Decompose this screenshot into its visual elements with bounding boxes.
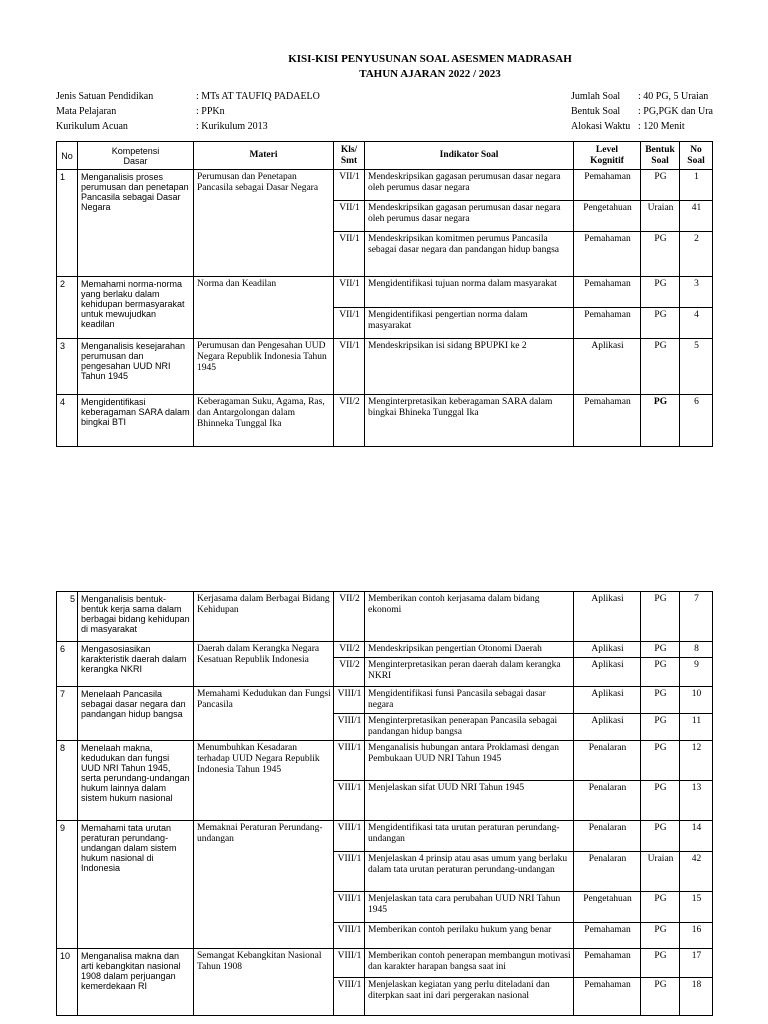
cell-level: Aplikasi [574,714,641,741]
cell-no-soal: 16 [680,923,713,949]
cell-level: Pemahaman [574,170,641,201]
cell-no-soal: 17 [680,949,713,978]
document-subtitle: TAHUN AJARAN 2022 / 2023 [359,68,501,80]
meta-row [571,89,767,104]
cell-bentuk: PG [641,277,680,308]
col-kompetensi-line1: Kompetensi [111,145,160,156]
col-level [574,142,641,170]
cell-no: 6 [57,642,78,687]
cell-kls: VII/1 [334,232,365,277]
cell-kls: VIII/1 [334,714,365,741]
cell-no-soal: 7 [680,592,713,642]
meta-row [571,104,767,119]
cell-level: Pengetahuan [574,201,641,232]
col-level-line1: Level [595,144,619,155]
cell-indikator: Mengidentifikasi tata urutan peraturan perundang-undangan [365,821,574,852]
cell-no-soal: 41 [680,201,713,232]
cell-level: Pemahaman [574,308,641,339]
cell-kls: VII/1 [334,277,365,308]
col-materi: Materi [194,142,334,170]
cell-indikator: Mengidentifikasi pengertian norma dalam masyarakat [365,308,574,339]
cell-bentuk: PG [641,714,680,741]
col-kompetensi-line2: Dasar [123,155,148,166]
cell-materi: Norma dan Keadilan [194,277,334,339]
cell-no-soal: 8 [680,642,713,658]
cell-indikator: Mendeskripsikan pengertian Otonomi Daerah [365,642,574,658]
cell-materi: Semangat Kebangkitan Nasional Tahun 1908 [194,949,334,1016]
cell-kls: VIII/1 [334,821,365,852]
cell-indikator: Mendeskripsikan gagasan perumusan dasar negara oleh perumus dasar negara [365,170,574,201]
cell-no-soal: 14 [680,821,713,852]
cell-indikator: Memberikan contoh penerapan membangun motivasi dan karakter harapan bangsa saat ini [365,949,574,978]
cell-level: Pengetahuan [574,892,641,923]
cell-no-soal: 1 [680,170,713,201]
document-title: KISI-KISI PENYUSUNAN SOAL ASESMEN MADRASAH [288,53,572,65]
cell-indikator: Memberikan contoh kerjasama dalam bidang ekonomi [365,592,574,642]
cell-kompetensi: Memahami norma-norma yang berlaku dalam kehidupan bermasyarakat untuk mewujudkan keadilan [78,277,194,339]
cell-indikator: Mengidentifikasi tujuan norma dalam masyarakat [365,277,574,308]
cell-kls: VII/2 [334,395,365,447]
cell-kompetensi: Menelaah makna, kedudukan dan fungsi UUD NRI Tahun 1945, serta perundang-undangan hukum lainnya dalam sistem hukum nasional [78,741,194,821]
meta-row [56,89,320,104]
cell-kls: VIII/1 [334,852,365,892]
cell-indikator: Mendeskripsikan komitmen perumus Pancasila sebagai dasar negara dan pandangan hidup bangsa [365,232,574,277]
cell-indikator: Menginterpretasikan penerapan Pancasila sebagai pandangan hidup bangsa [365,714,574,741]
col-indikator: Indikator Soal [365,142,574,170]
meta-label: Jumlah Soal [571,91,621,102]
table-header-row [57,142,713,170]
cell-bentuk: PG [641,949,680,978]
cell-no-soal: 42 [680,852,713,892]
cell-bentuk: Uraian [641,852,680,892]
cell-level: Penalaran [574,852,641,892]
cell-materi: Daerah dalam Kerangka Negara Kesatuan Republik Indonesia [194,642,334,687]
col-no-soal [680,142,713,170]
kisi-table-2 [56,591,713,1016]
cell-indikator: Menjelaskan tata cara perubahan UUD NRI Tahun 1945 [365,892,574,923]
meta-label: Mata Pelajaran [56,106,117,117]
cell-bentuk: PG [641,821,680,852]
cell-materi: Memaknai Peraturan Perundang-undangan [194,821,334,949]
cell-indikator: Menginterpretasikan peran daerah dalam kerangka NKRI [365,658,574,687]
cell-bentuk: PG [641,592,680,642]
meta-value: : Kurikulum 2013 [196,121,268,132]
cell-no: 5 [57,592,78,642]
meta-value: : PPKn [196,106,225,117]
cell-kompetensi: Memahami tata urutan peraturan perundang-undangan dalam sistem hukum nasional di Indonesia [78,821,194,949]
cell-level: Aplikasi [574,658,641,687]
cell-materi: Kerjasama dalam Berbagai Bidang Kehidupan [194,592,334,642]
cell-kls: VII/1 [334,308,365,339]
cell-no-soal: 10 [680,687,713,714]
cell-indikator: Mendeskripsikan isi sidang BPUPKI ke 2 [365,339,574,395]
cell-kls: VIII/1 [334,741,365,781]
cell-bentuk: PG [641,687,680,714]
cell-kompetensi: Menganalisa makna dan arti kebangkitan nasional 1908 dalam perjuangan kemerdekaan RI [78,949,194,1016]
cell-kls: VII/1 [334,201,365,232]
cell-no-soal: 9 [680,658,713,687]
col-level-line2: Kognitif [590,155,624,166]
cell-materi: Memahami Kedudukan dan Fungsi Pancasila [194,687,334,741]
table-row [57,592,713,642]
meta-row [56,104,320,119]
col-kls-line2: Smt [340,155,358,166]
cell-no: 1 [57,170,78,277]
table-row [57,339,713,395]
meta-row [571,119,767,134]
meta-label: Jenis Satuan Pendidikan [56,91,154,102]
table-row [57,277,713,308]
cell-kls: VII/2 [334,658,365,687]
cell-kls: VIII/1 [334,978,365,1016]
cell-kls: VIII/1 [334,923,365,949]
cell-kls: VIII/1 [334,781,365,821]
cell-bentuk: PG [641,339,680,395]
cell-no-soal: 18 [680,978,713,1016]
cell-materi: Menumbuhkan Kesadaran terhadap UUD Negara Republik Indonesia Tahun 1945 [194,741,334,821]
cell-indikator: Mendeskripsikan gagasan perumusan dasar negara oleh perumus dasar negara [365,201,574,232]
cell-kls: VIII/1 [334,949,365,978]
meta-left [56,89,320,134]
cell-level: Pemahaman [574,232,641,277]
cell-level: Aplikasi [574,592,641,642]
cell-bentuk: PG [641,308,680,339]
cell-level: Pemahaman [574,277,641,308]
cell-level: Pemahaman [574,395,641,447]
cell-level: Aplikasi [574,642,641,658]
col-kls-line1: Kls/ [340,144,358,155]
cell-no-soal: 6 [680,395,713,447]
cell-kls: VII/1 [334,339,365,395]
cell-kompetensi: Menganalisis proses perumusan dan penetapan Pancasila sebagai Dasar Negara [78,170,194,277]
cell-level: Pemahaman [574,978,641,1016]
cell-kompetensi: Menganalisis bentuk-bentuk kerja sama dalam berbagai bidang kehidupan di masyarakat [78,592,194,642]
cell-kompetensi: Mengidentifikasi keberagaman SARA dalam bingkai BTI [78,395,194,447]
cell-indikator: Menginterpretasikan keberagaman SARA dalam bingkai Bhineka Tunggal Ika [365,395,574,447]
cell-bentuk: PG [641,395,680,447]
cell-level: Pemahaman [574,923,641,949]
col-bentuk [641,142,680,170]
cell-no: 7 [57,687,78,741]
table-row [57,741,713,781]
meta-label: Bentuk Soal [571,106,621,117]
cell-kls: VIII/1 [334,687,365,714]
table-row [57,395,713,447]
cell-bentuk: Uraian [641,201,680,232]
col-bentuk-line1: Bentuk [645,144,675,155]
cell-kls: VIII/1 [334,892,365,923]
cell-no-soal: 4 [680,308,713,339]
cell-materi: Perumusan dan Pengesahan UUD Negara Republik Indonesia Tahun 1945 [194,339,334,395]
cell-kompetensi: Menganalisis kesejarahan perumusan dan pengesahan UUD NRI Tahun 1945 [78,339,194,395]
cell-kompetensi: Menelaah Pancasila sebagai dasar negara dan pandangan hidup bangsa [78,687,194,741]
table-row [57,687,713,714]
table-row [57,821,713,852]
cell-bentuk: PG [641,170,680,201]
cell-indikator: Menganalisis hubungan antara Proklamasi dengan Pembukaan UUD NRI Tahun 1945 [365,741,574,781]
table-row [57,642,713,658]
cell-kls: VII/2 [334,592,365,642]
cell-indikator: Mengidentifikasi funsi Pancasila sebagai dasar negara [365,687,574,714]
cell-indikator: Menjelaskan sifat UUD NRI Tahun 1945 [365,781,574,821]
kisi-table-1 [56,141,713,447]
cell-level: Penalaran [574,821,641,852]
meta-value: : MTs AT TAUFIQ PADAELO [196,91,320,102]
cell-no: 10 [57,949,78,1016]
col-kompetensi [78,142,194,170]
cell-kompetensi: Mengasosiasikan karakteristik daerah dalam kerangka NKRI [78,642,194,687]
cell-kls: VII/2 [334,642,365,658]
cell-bentuk: PG [641,781,680,821]
cell-materi: Perumusan dan Penetapan Pancasila sebagai Dasar Negara [194,170,334,277]
cell-no-soal: 13 [680,781,713,821]
cell-no: 4 [57,395,78,447]
meta-right [571,89,767,134]
cell-indikator: Menjelaskan 4 prinsip atau asas umum yang berlaku dalam tata urutan peraturan perundang-undangan [365,852,574,892]
meta-label: Kurikulum Acuan [56,121,128,132]
meta-value: : 40 PG, 5 Uraian [638,91,709,102]
cell-bentuk: PG [641,978,680,1016]
cell-kls: VII/1 [334,170,365,201]
cell-level: Aplikasi [574,687,641,714]
cell-level: Pemahaman [574,949,641,978]
col-no-soal-line2: Soal [687,155,705,166]
cell-no-soal: 2 [680,232,713,277]
table-row [57,949,713,978]
col-kls [334,142,365,170]
cell-no: 9 [57,821,78,949]
cell-no: 3 [57,339,78,395]
cell-bentuk: PG [641,642,680,658]
cell-materi: Keberagaman Suku, Agama, Ras, dan Antargolongan dalam Bhinneka Tunggal Ika [194,395,334,447]
col-no: No [57,142,78,170]
meta-label: Alokasi Waktu [571,121,631,132]
cell-no-soal: 5 [680,339,713,395]
cell-no-soal: 11 [680,714,713,741]
cell-bentuk: PG [641,658,680,687]
cell-no-soal: 12 [680,741,713,781]
table-row [57,170,713,201]
cell-no: 8 [57,741,78,821]
cell-indikator: Menjelaskan kegiatan yang perlu diteladani dan diterpkan saat ini dari pergerakan nasional [365,978,574,1016]
cell-level: Aplikasi [574,339,641,395]
cell-no: 2 [57,277,78,339]
cell-level: Penalaran [574,781,641,821]
meta-row [56,119,320,134]
meta-value: : PG,PGK dan Ura [638,106,713,117]
cell-no-soal: 15 [680,892,713,923]
cell-indikator: Memberikan contoh perilaku hukum yang benar [365,923,574,949]
cell-level: Penalaran [574,741,641,781]
meta-value: : 120 Menit [638,121,685,132]
cell-bentuk: PG [641,232,680,277]
col-bentuk-line2: Soal [651,155,669,166]
cell-bentuk: PG [641,923,680,949]
col-no-soal-line1: No [690,144,702,155]
cell-bentuk: PG [641,892,680,923]
cell-bentuk: PG [641,741,680,781]
cell-no-soal: 3 [680,277,713,308]
